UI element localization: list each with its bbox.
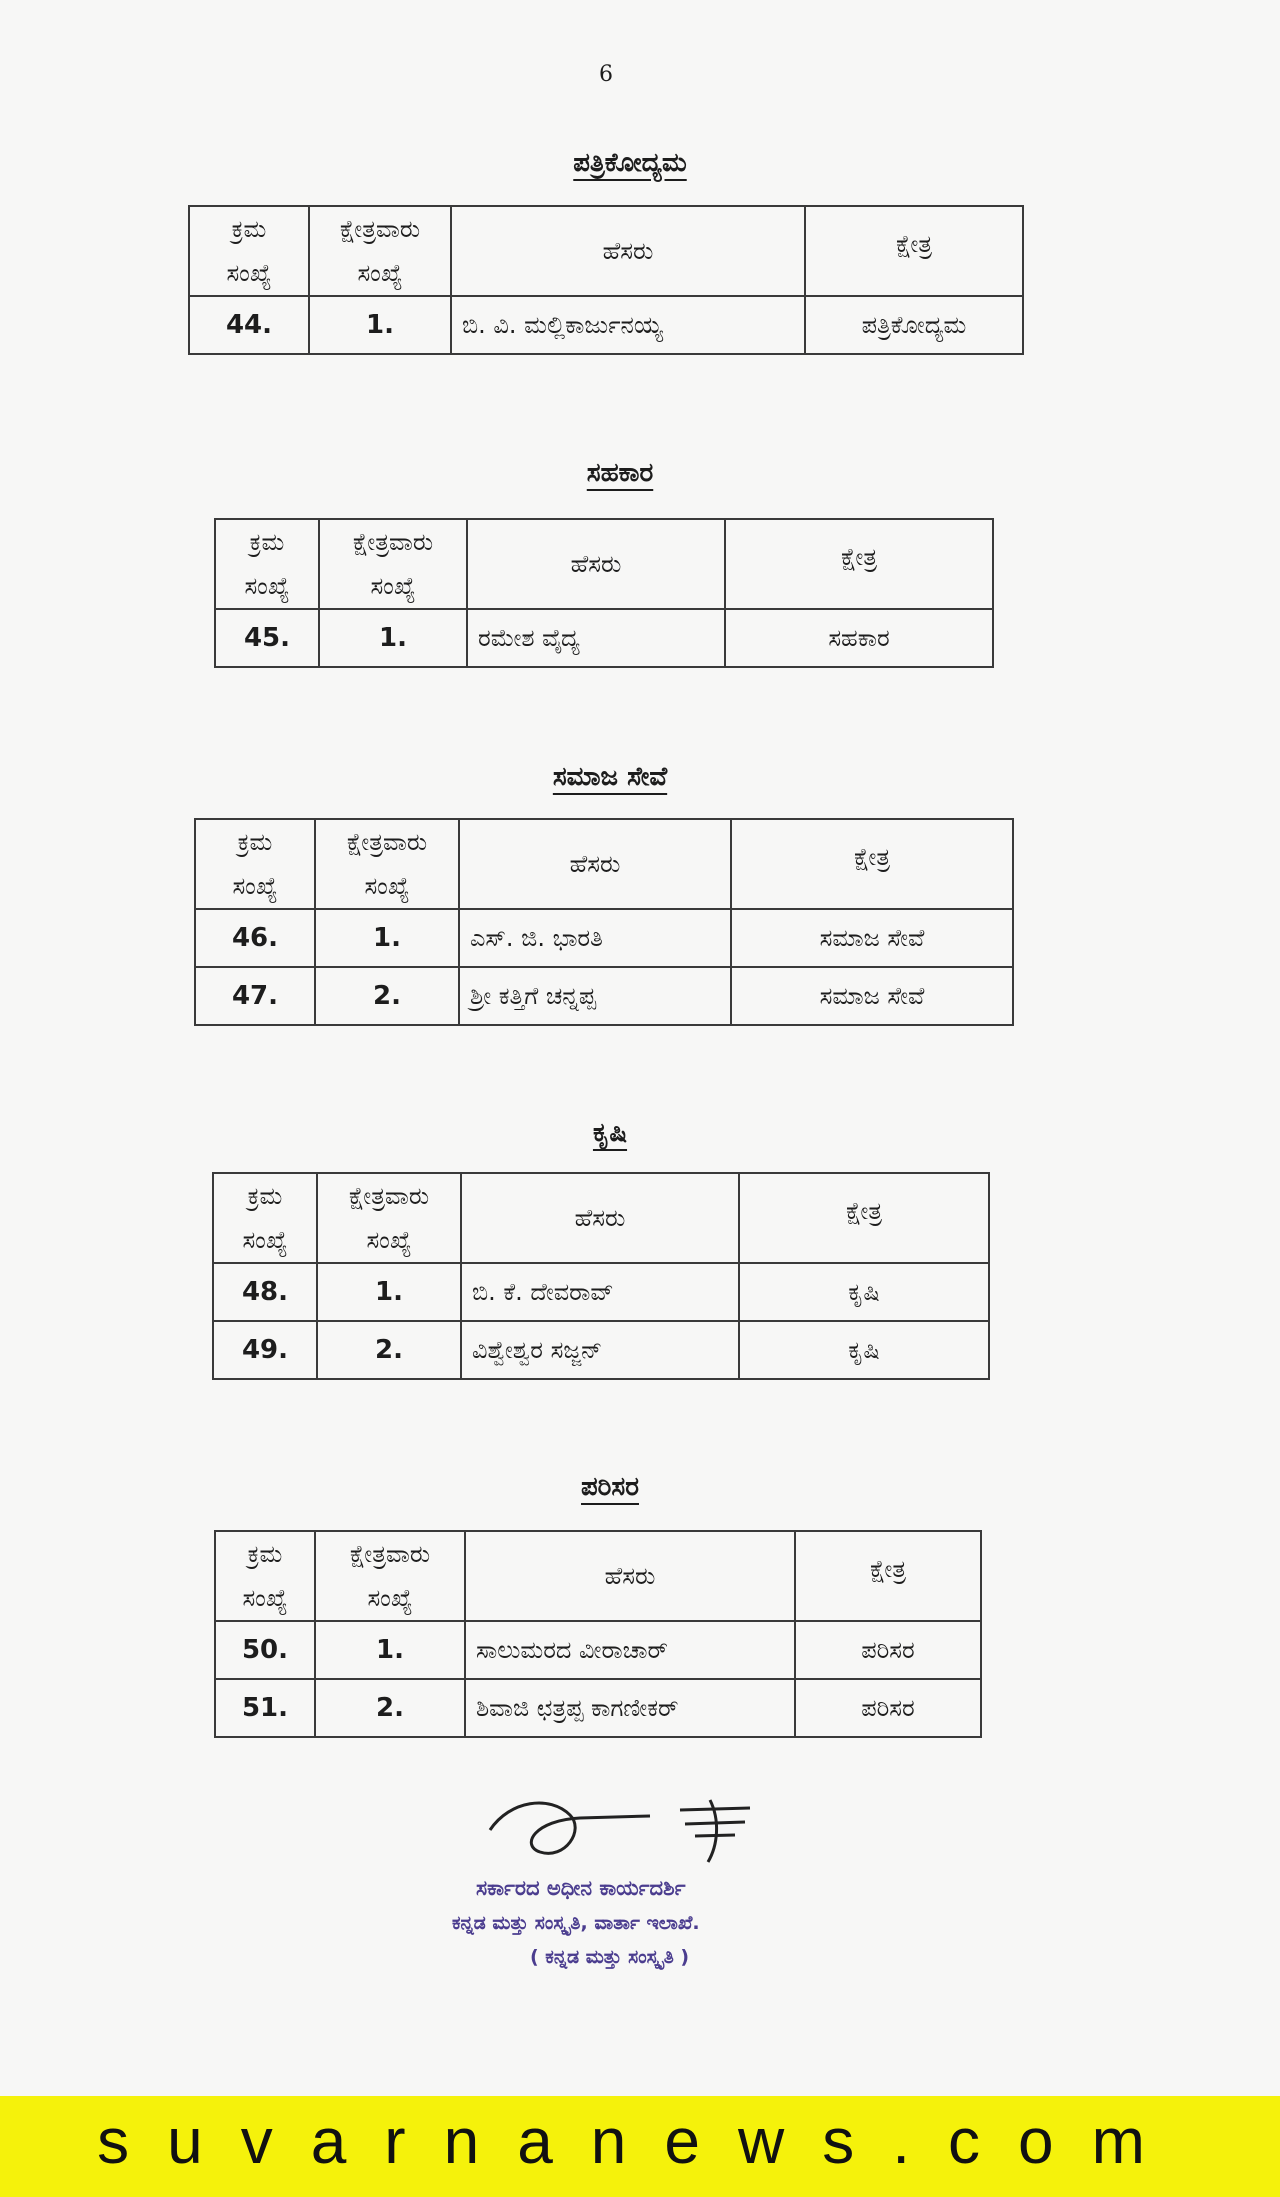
header-name: ಹೆಸರು <box>451 206 805 296</box>
cell-serial: 45. <box>215 609 319 667</box>
table-header-row <box>215 519 993 609</box>
cell-field: ಸಮಾಜ ಸೇವೆ <box>731 909 1013 967</box>
table-header-row <box>189 206 1023 296</box>
cell-serial: 50. <box>215 1621 315 1679</box>
cell-serial: 51. <box>215 1679 315 1737</box>
cell-name: ಎಸ್. ಜಿ. ಭಾರತಿ <box>459 909 731 967</box>
cell-serial: 48. <box>213 1263 317 1321</box>
header-field-serial: ಕ್ಷೇತ್ರವಾರು ಸಂಖ್ಯೆ <box>309 206 451 296</box>
table-row <box>195 967 1013 1025</box>
page-number: 6 <box>599 62 613 87</box>
cell-serial: 44. <box>189 296 309 354</box>
header-field: ಕ್ಷೇತ್ರ <box>731 819 1013 909</box>
cell-field-serial: 1. <box>317 1263 461 1321</box>
cell-field-serial: 1. <box>315 1621 465 1679</box>
cell-field-serial: 1. <box>319 609 467 667</box>
header-field: ಕ್ಷೇತ್ರ <box>805 206 1023 296</box>
table-row <box>215 1621 981 1679</box>
header-name: ಹೆಸರು <box>461 1173 739 1263</box>
cell-field: ಪರಿಸರ <box>795 1621 981 1679</box>
cell-field-serial: 1. <box>315 909 459 967</box>
cell-name: ಬಿ. ವಿ. ಮಲ್ಲಿಕಾರ್ಜುನಯ್ಯ <box>451 296 805 354</box>
cell-field-serial: 2. <box>315 1679 465 1737</box>
social-service-table <box>194 818 1014 1026</box>
section-title: ಸಹಕಾರ <box>586 458 654 488</box>
footer-site-name: suvarnanews.com <box>97 2105 1183 2177</box>
cell-field: ಸಹಕಾರ <box>725 609 993 667</box>
journalism-table <box>188 205 1024 355</box>
section-title: ಕೃಷಿ <box>592 1118 628 1148</box>
header-field-serial: ಕ್ಷೇತ್ರವಾರು ಸಂಖ್ಯೆ <box>319 519 467 609</box>
cell-serial: 46. <box>195 909 315 967</box>
table-row <box>213 1321 989 1379</box>
table-row <box>213 1263 989 1321</box>
cell-name: ವಿಶ್ವೇಶ್ವರ ಸಜ್ಜನ್ <box>461 1321 739 1379</box>
cell-name: ಶ್ರೀ ಕತ್ತಿಗೆ ಚನ್ನಪ್ಪ <box>459 967 731 1025</box>
cell-field: ಕೃಷಿ <box>739 1263 989 1321</box>
header-field-serial: ಕ್ಷೇತ್ರವಾರು ಸಂಖ್ಯೆ <box>317 1173 461 1263</box>
section-title: ಪರಿಸರ <box>581 1472 639 1502</box>
cell-field-serial: 2. <box>315 967 459 1025</box>
signature-scribble-icon <box>480 1790 780 1870</box>
cell-name: ಶಿವಾಜಿ ಛತ್ರಪ್ಪ ಕಾಗಣೀಕರ್ <box>465 1679 795 1737</box>
header-name: ಹೆಸರು <box>465 1531 795 1621</box>
cell-name: ಸಾಲುಮರದ ವೀರಾಚಾರ್ <box>465 1621 795 1679</box>
header-field-serial: ಕ್ಷೇತ್ರವಾರು ಸಂಖ್ಯೆ <box>315 819 459 909</box>
header-serial: ಕ್ರಮ ಸಂಖ್ಯೆ <box>215 1531 315 1621</box>
table-row <box>215 609 993 667</box>
table-row <box>195 909 1013 967</box>
cell-field-serial: 1. <box>309 296 451 354</box>
cell-field-serial: 2. <box>317 1321 461 1379</box>
header-field: ಕ್ಷೇತ್ರ <box>795 1531 981 1621</box>
table-row <box>215 1679 981 1737</box>
table-row <box>189 296 1023 354</box>
header-field: ಕ್ಷೇತ್ರ <box>725 519 993 609</box>
cooperation-table <box>214 518 994 668</box>
signature-unit: ( ಕನ್ನಡ ಮತ್ತು ಸಂಸ್ಕೃತಿ ) <box>530 1946 690 1968</box>
header-field-serial: ಕ್ಷೇತ್ರವಾರು ಸಂಖ್ಯೆ <box>315 1531 465 1621</box>
cell-serial: 49. <box>213 1321 317 1379</box>
cell-field: ಪತ್ರಿಕೋದ್ಯಮ <box>805 296 1023 354</box>
header-serial: ಕ್ರಮ ಸಂಖ್ಯೆ <box>189 206 309 296</box>
header-name: ಹೆಸರು <box>459 819 731 909</box>
header-serial: ಕ್ರಮ ಸಂಖ್ಯೆ <box>195 819 315 909</box>
cell-name: ಬಿ. ಕೆ. ದೇವರಾವ್ <box>461 1263 739 1321</box>
header-serial: ಕ್ರಮ ಸಂಖ್ಯೆ <box>213 1173 317 1263</box>
header-name: ಹೆಸರು <box>467 519 725 609</box>
signature-department: ಕನ್ನಡ ಮತ್ತು ಸಂಸ್ಕೃತಿ, ವಾರ್ತಾ ಇಲಾಖೆ. <box>452 1912 700 1934</box>
cell-field: ಸಮಾಜ ಸೇವೆ <box>731 967 1013 1025</box>
section-title: ಸಮಾಜ ಸೇವೆ <box>552 762 668 792</box>
table-header-row <box>195 819 1013 909</box>
header-serial: ಕ್ರಮ ಸಂಖ್ಯೆ <box>215 519 319 609</box>
cell-name: ರಮೇಶ ವೈದ್ಯ <box>467 609 725 667</box>
header-field: ಕ್ಷೇತ್ರ <box>739 1173 989 1263</box>
cell-serial: 47. <box>195 967 315 1025</box>
signature-designation: ಸರ್ಕಾರದ ಅಧೀನ ಕಾರ್ಯದರ್ಶಿ <box>476 1876 686 1900</box>
environment-table <box>214 1530 982 1738</box>
section-title: ಪತ್ರಿಕೋದ್ಯಮ <box>573 148 687 178</box>
cell-field: ಕೃಷಿ <box>739 1321 989 1379</box>
cell-field: ಪರಿಸರ <box>795 1679 981 1737</box>
agriculture-table <box>212 1172 990 1380</box>
table-header-row <box>213 1173 989 1263</box>
table-header-row <box>215 1531 981 1621</box>
